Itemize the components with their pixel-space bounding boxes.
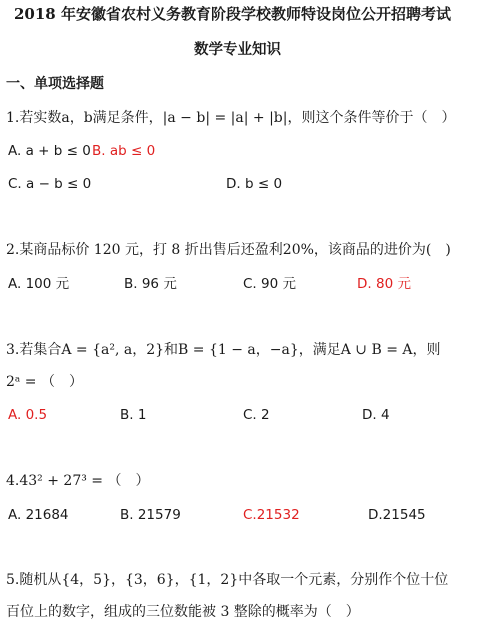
question-4-option-a: A. 21684 xyxy=(8,507,69,523)
question-4-option-b: B. 21579 xyxy=(120,507,181,523)
question-3-option-a: A. 0.5 xyxy=(8,407,48,423)
question-3-option-d: D. 4 xyxy=(362,407,390,423)
question-4-option-d: D.21545 xyxy=(368,507,426,523)
question-3-stem-line2: 2ᵃ = （ ） xyxy=(6,374,83,390)
question-1-option-d: D. b ≤ 0 xyxy=(226,176,283,192)
question-5-stem-line2: 百位上的数字，组成的三位数能被 3 整除的概率为（ ） xyxy=(6,604,360,620)
question-1-option-c: C. a − b ≤ 0 xyxy=(8,176,92,192)
question-3-option-c: C. 2 xyxy=(243,407,270,423)
question-1-option-a: A. a + b ≤ 0 xyxy=(8,143,91,159)
document-title: 2018 年安徽省农村义务教育阶段学校教师特设岗位公开招聘考试 xyxy=(14,5,451,23)
question-4-stem: 4.43² + 27³ = （ ） xyxy=(6,473,150,489)
question-4-option-c: C.21532 xyxy=(243,507,300,523)
section-heading: 一、单项选择题 xyxy=(6,76,104,92)
question-2-option-c: C. 90 元 xyxy=(243,276,296,292)
question-1-stem: 1.若实数a，b满足条件，|a − b| = |a| + |b|，则这个条件等价于（ ） xyxy=(6,110,456,126)
question-2-option-d: D. 80 元 xyxy=(357,276,411,292)
question-2-option-b: B. 96 元 xyxy=(124,276,177,292)
question-5-stem-line1: 5.随机从{4，5}，{3，6}，{1，2}中各取一个元素，分别作个位十位 xyxy=(6,572,449,588)
question-3-option-b: B. 1 xyxy=(120,407,147,423)
question-1-option-b: B. ab ≤ 0 xyxy=(92,143,156,159)
question-3-stem-line1: 3.若集合A = {a², a，2}和B = {1 − a，−a}，满足A ∪ B = A，则 xyxy=(6,342,441,358)
question-2-option-a: A. 100 元 xyxy=(8,276,70,292)
document-subtitle: 数学专业知识 xyxy=(194,41,281,58)
question-2-stem: 2.某商品标价 120 元，打 8 折出售后还盈利20%，该商品的进价为( ) xyxy=(6,242,451,258)
